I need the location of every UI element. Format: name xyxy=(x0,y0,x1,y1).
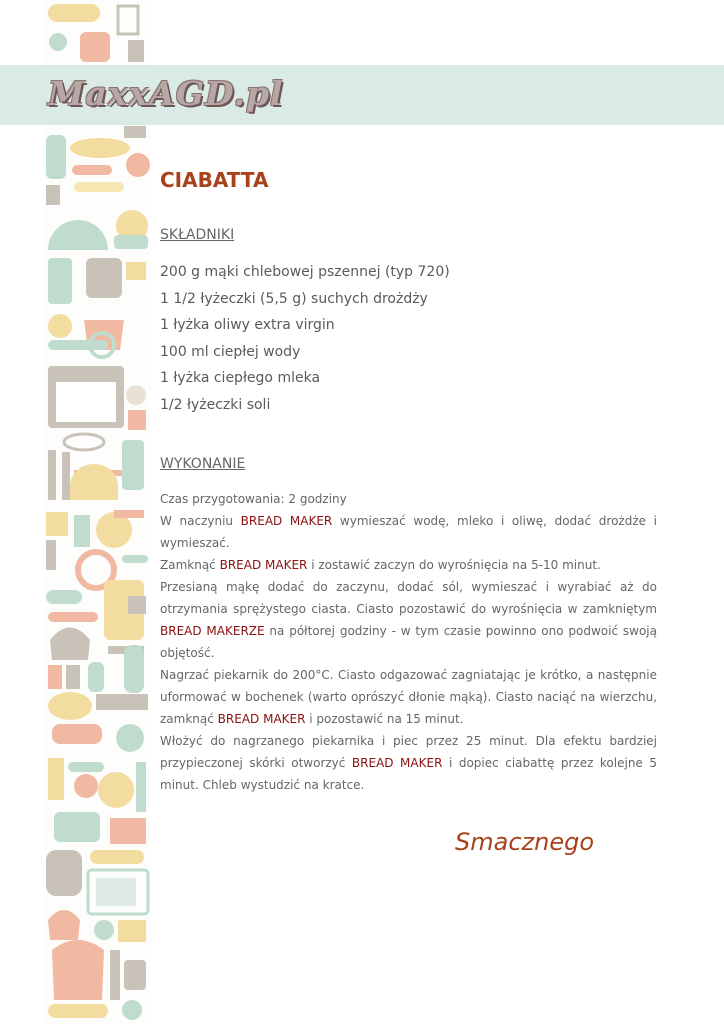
method-steps xyxy=(160,488,657,796)
recipe-title: CIABATTA xyxy=(160,168,269,192)
ingredient-item: 1 łyżka ciepłego mleka xyxy=(160,370,321,386)
product-name: BREAD MAKER xyxy=(219,558,308,572)
kitchen-utensils-pattern xyxy=(44,0,150,1024)
product-name: BREAD MAKER xyxy=(240,514,333,528)
product-name: BREAD MAKERZE xyxy=(160,624,265,638)
ingredient-item: 1 1/2 łyżeczki (5,5 g) suchych drożdży xyxy=(160,290,428,307)
ingredients-heading: SKŁADNIKI xyxy=(160,227,235,243)
method-heading: WYKONANIE xyxy=(160,456,246,472)
step-paragraph: W naczyniu BREAD MAKER wymieszać wodę, mleko i oliwę, dodać drożdże i wymieszać. xyxy=(160,514,657,550)
product-name: BREAD MAKER xyxy=(351,756,443,770)
ingredients-list xyxy=(160,259,450,418)
step-paragraph: Włożyć do nagrzanego piekarnika i piec przez 25 minut. Dla efektu bardziej przypieczonej skórki otworzyć BREAD MAKER i dopiec ciabattę przez kolejne 5 minut. Chleb wystudzić na kratce. xyxy=(160,734,657,792)
product-name: BREAD MAKER xyxy=(217,712,306,726)
ingredient-item: 1/2 łyżeczki soli xyxy=(160,396,271,413)
kitchen-pattern-strip xyxy=(44,0,150,1024)
step-paragraph: Przesianą mąkę dodać do zaczynu, dodać sól, wymieszać i wyrabiać aż do otrzymania sprężystego ciasta. Ciasto pozostawić do wyrośnięcia w zamkniętym BREAD MAKERZE na półtorej godziny - w tym czasie powinno ono podwoić swoją objętość. xyxy=(160,580,657,660)
prep-time: Czas przygotowania: 2 godziny xyxy=(160,492,347,506)
step-paragraph: Nagrzać piekarnik do 200°C. Ciasto odgazować zagniatając je krótko, a następnie uformować w bochenek (warto oprószyć dłonie mąką). Ciasto naciąć na wierzchu, zamknąć BREAD MAKER i pozostawić na 15 minut. xyxy=(160,668,657,726)
ingredient-item: 100 ml ciepłej wody xyxy=(160,343,301,360)
site-logo[interactable]: MaxxAGD.pl xyxy=(48,74,284,113)
ingredient-item: 1 łyżka oliwy extra virgin xyxy=(160,317,335,333)
step-paragraph: Zamknąć BREAD MAKER i zostawić zaczyn do wyrośnięcia na 5-10 minut. xyxy=(160,558,601,572)
ingredient-item: 200 g mąki chlebowej pszennej (typ 720) xyxy=(160,264,450,280)
closing-text: Smacznego xyxy=(455,828,595,856)
